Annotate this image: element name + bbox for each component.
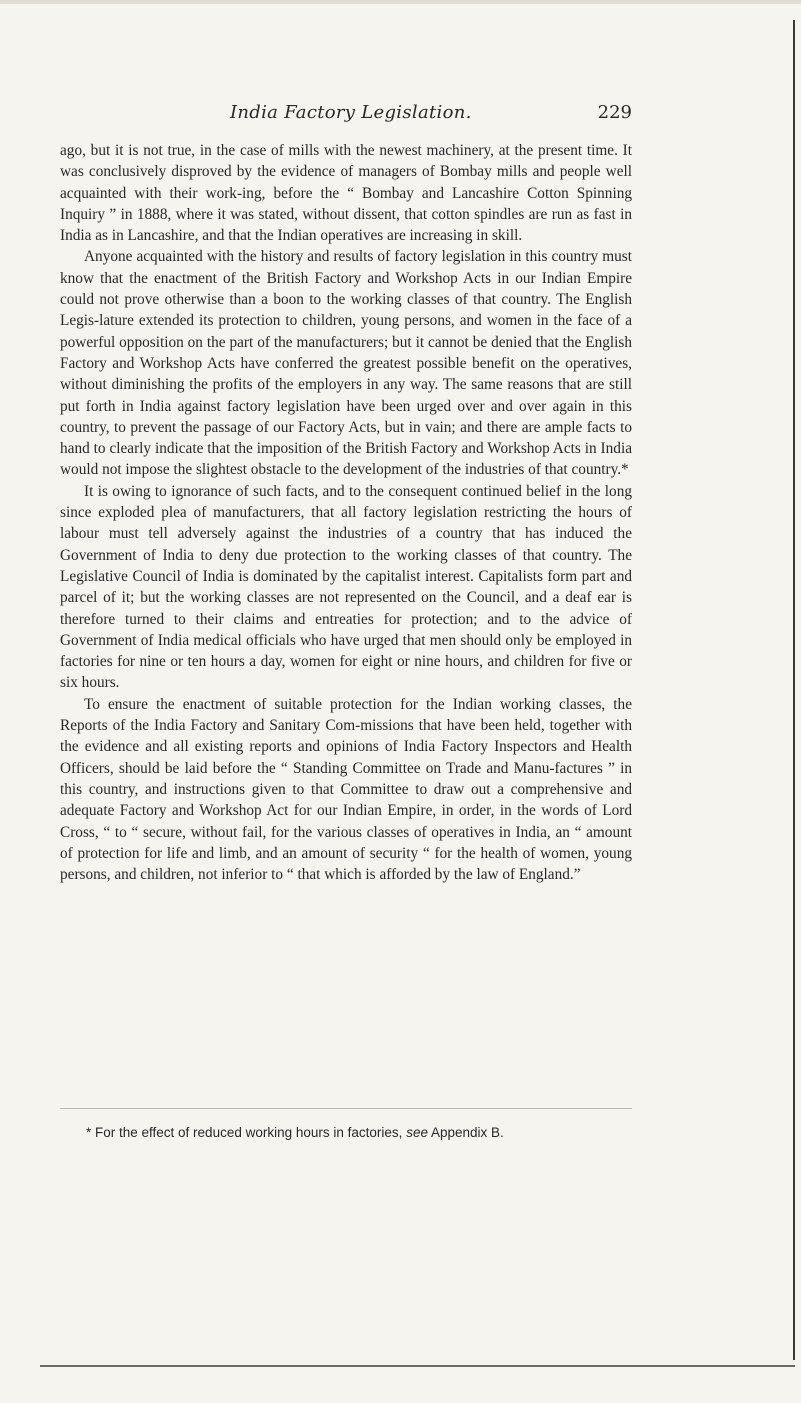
- running-title: India Factory Legislation.: [230, 102, 472, 123]
- page-bottom-edge: [40, 1365, 795, 1367]
- paragraph-4: To ensure the enactment of suitable protection for the Indian working classes, the Reports of the India Factory and Sanitary Com-missions that have been held, together with the evidence and all existing reports and opinions of India Factory Inspectors and Health Officers, should be laid before the “ Standing Committee on Trade and Manu-factures ” in this country, and instructions given to that Committee to draw out a comprehensive and adequate Factory and Workshop Act for our Indian Empire, in order, in the words of Lord Cross, “ to “ secure, without fail, for the various classes of operatives in India, an “ amount of protection for life and limb, and an amount of security “ for the health of women, young persons, and children, not inferior to “ that which is afforded by the law of England.”: [60, 695, 632, 884]
- footnote-text: * For the effect of reduced working hours in factories,: [86, 1125, 403, 1140]
- footnote-reference: Appendix B.: [430, 1125, 504, 1140]
- page-header: [60, 102, 632, 128]
- paragraph-3: It is owing to ignorance of such facts, and to the consequent continued belief in the long since exploded plea of manufacturers, that all factory legislation restricting the hours of labour must tell adversely against the industries of a country that has induced the Government of India to deny due protection to the working classes of that country. The Legislative Council of India is dominated by the capitalist interest. Capitalists form part and parcel of it; but the working classes are not represented on the Council, and a deaf ear is therefore turned to their claims and entreaties for protection; and to the advice of Government of India medical officials who have urged that men should only be employed in factories for nine or ten hours a day, women for eight or nine hours, and children for five or six hours.: [60, 482, 632, 692]
- footnote-see: see: [406, 1125, 428, 1140]
- binding-edge: [793, 20, 795, 1360]
- footnote: [86, 1124, 646, 1142]
- paragraph-1: ago, but it is not true, in the case of mills with the newest machinery, at the present time. It was conclusively disproved by the evidence of managers of Bombay mills and people well acquainted with their work-ing, before the “ Bombay and Lancashire Cotton Spinning Inquiry ” in 1888, where it was stated, without dissent, that cotton spindles are run as fast in India as in Lancashire, and that the Indian operatives are increasing in skill.: [60, 142, 632, 245]
- footnote-divider: [60, 1108, 632, 1109]
- body-text: [60, 140, 632, 885]
- page-number: 229: [597, 102, 632, 123]
- page-top-edge: [0, 0, 801, 4]
- paragraph-2: Anyone acquainted with the history and results of factory legislation in this country must know that the enactment of the British Factory and Workshop Acts in our Indian Empire could not prove otherwise than a boon to the working classes of that country. The English Legis-lature extended its protection to children, young persons, and women in the face of a powerful opposition on the part of the manufacturers; but it cannot be denied that the English Factory and Workshop Acts have conferred the greatest possible benefit on the operatives, without diminishing the profits of the employers in any way. The same reasons that are still put forth in India against factory legislation have been urged over and over again in this country, to prevent the passage of our Factory Acts, but in vain; and there are ample facts to hand to clearly indicate that the imposition of the British Factory and Workshop Acts in India would not impose the slightest obstacle to the development of the industries of that country.*: [60, 248, 632, 479]
